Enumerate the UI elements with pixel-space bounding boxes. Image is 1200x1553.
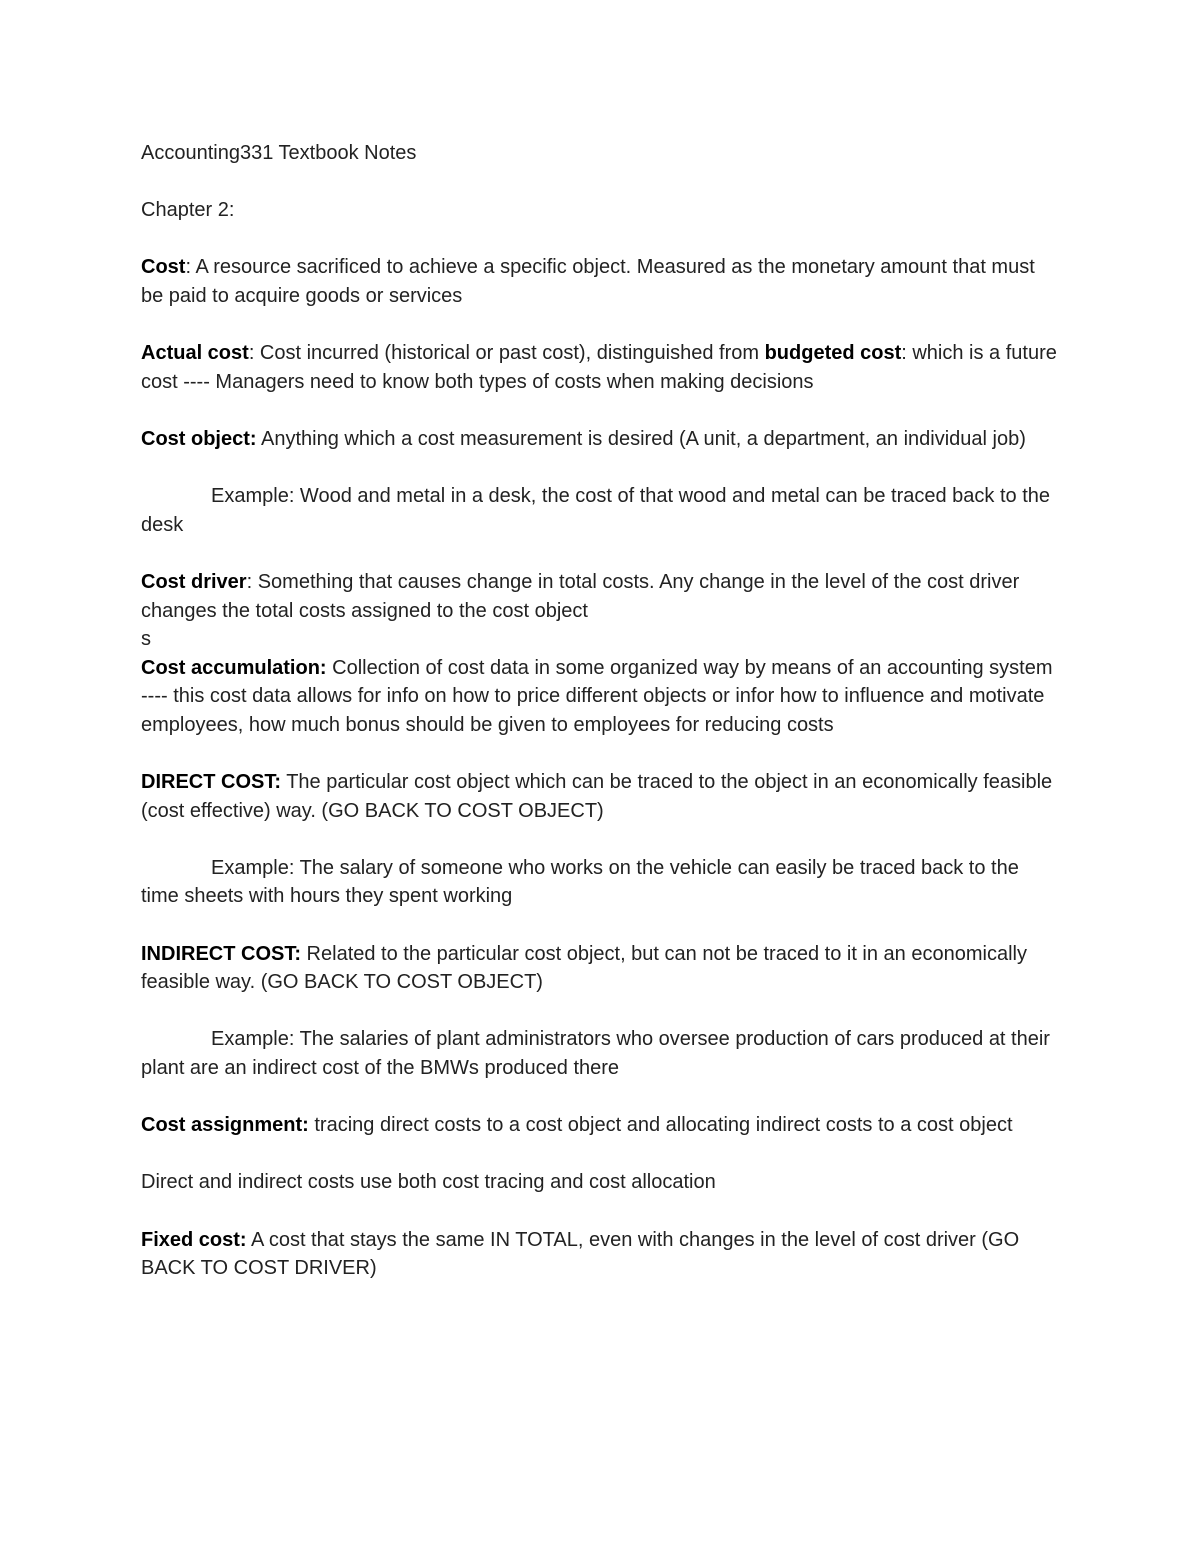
definition-budgeted-cost-text: : which is a future cost ---- Managers need to know both types of costs when making decisions xyxy=(141,342,1057,393)
chapter-heading: Chapter 2: xyxy=(141,199,235,222)
definition-cost xyxy=(141,253,1061,310)
example-indirect-cost: Example: The salaries of plant administrators who oversee production of cars produced at their plant are an indirect cost of the BMWs produced there xyxy=(141,1028,1050,1079)
definition-fixed-cost-text: A cost that stays the same IN TOTAL, even with changes in the level of cost driver (GO BACK TO COST DRIVER) xyxy=(141,1228,1020,1280)
definition-actual-cost xyxy=(141,339,1061,396)
term-cost-assignment: Cost assignment: xyxy=(141,1114,309,1137)
stray-character: s xyxy=(141,628,151,651)
definition-cost-object-text: Anything which a cost measurement is desired (A unit, a department, an individual job) xyxy=(256,427,1026,450)
term-indirect-cost: INDIRECT COST: xyxy=(141,942,301,965)
example-cost-object: Example: Wood and metal in a desk, the cost of that wood and metal can be traced back to the desk xyxy=(141,485,1051,536)
definition-cost-driver-text: : Something that causes change in total costs. Any change in the level of the cost driver changes the total costs assigned to the cost object xyxy=(141,570,1020,622)
tracing-note: Direct and indirect costs use both cost tracing and cost allocation xyxy=(141,1171,716,1194)
definition-direct-cost xyxy=(141,768,1061,825)
term-actual-cost: Actual cost xyxy=(141,342,249,365)
term-cost-driver: Cost driver xyxy=(141,570,247,593)
document-body xyxy=(141,139,1061,1311)
definition-cost-assignment xyxy=(141,1111,1061,1140)
definition-direct-cost-text: The particular cost object which can be traced to the object in an economically feasible (cost effective) way. (GO BACK TO COST OBJECT) xyxy=(141,771,1053,822)
definition-indirect-cost-text: Related to the particular cost object, but can not be traced to it in an economically feasible way. (GO BACK TO COST OBJECT) xyxy=(141,942,1027,994)
definition-actual-cost-text: : Cost incurred (historical or past cost), distinguished from xyxy=(248,342,765,365)
definition-fixed-cost xyxy=(141,1226,1061,1283)
definition-cost-object xyxy=(141,425,1061,454)
example-direct-cost: Example: The salary of someone who works on the vehicle can easily be traced back to the time sheets with hours they spent working xyxy=(141,856,1019,908)
term-budgeted-cost: budgeted cost xyxy=(764,342,902,365)
term-fixed-cost: Fixed cost: xyxy=(141,1228,247,1251)
term-direct-cost: DIRECT COST: xyxy=(141,771,281,794)
definition-cost-driver xyxy=(141,568,1061,625)
term-cost: Cost xyxy=(141,256,186,279)
definition-cost-text: : A resource sacrificed to achieve a specific object. Measured as the monetary amount that must be paid to acquire goods or services xyxy=(141,256,1035,307)
term-cost-accumulation: Cost accumulation: xyxy=(141,656,327,679)
definition-cost-assignment-text: tracing direct costs to a cost object and allocating indirect costs to a cost object xyxy=(308,1114,1013,1137)
definition-cost-accumulation xyxy=(141,654,1061,740)
document-title: Accounting331 Textbook Notes xyxy=(141,142,417,164)
term-cost-object: Cost object: xyxy=(141,427,257,450)
definition-indirect-cost xyxy=(141,940,1061,997)
definition-cost-accumulation-text: Collection of cost data in some organized way by means of an accounting system ---- this cost data allows for info on how to price different objects or infor how to influence and motivate employees, how much bonus should be given to employees for reducing costs xyxy=(141,656,1053,736)
